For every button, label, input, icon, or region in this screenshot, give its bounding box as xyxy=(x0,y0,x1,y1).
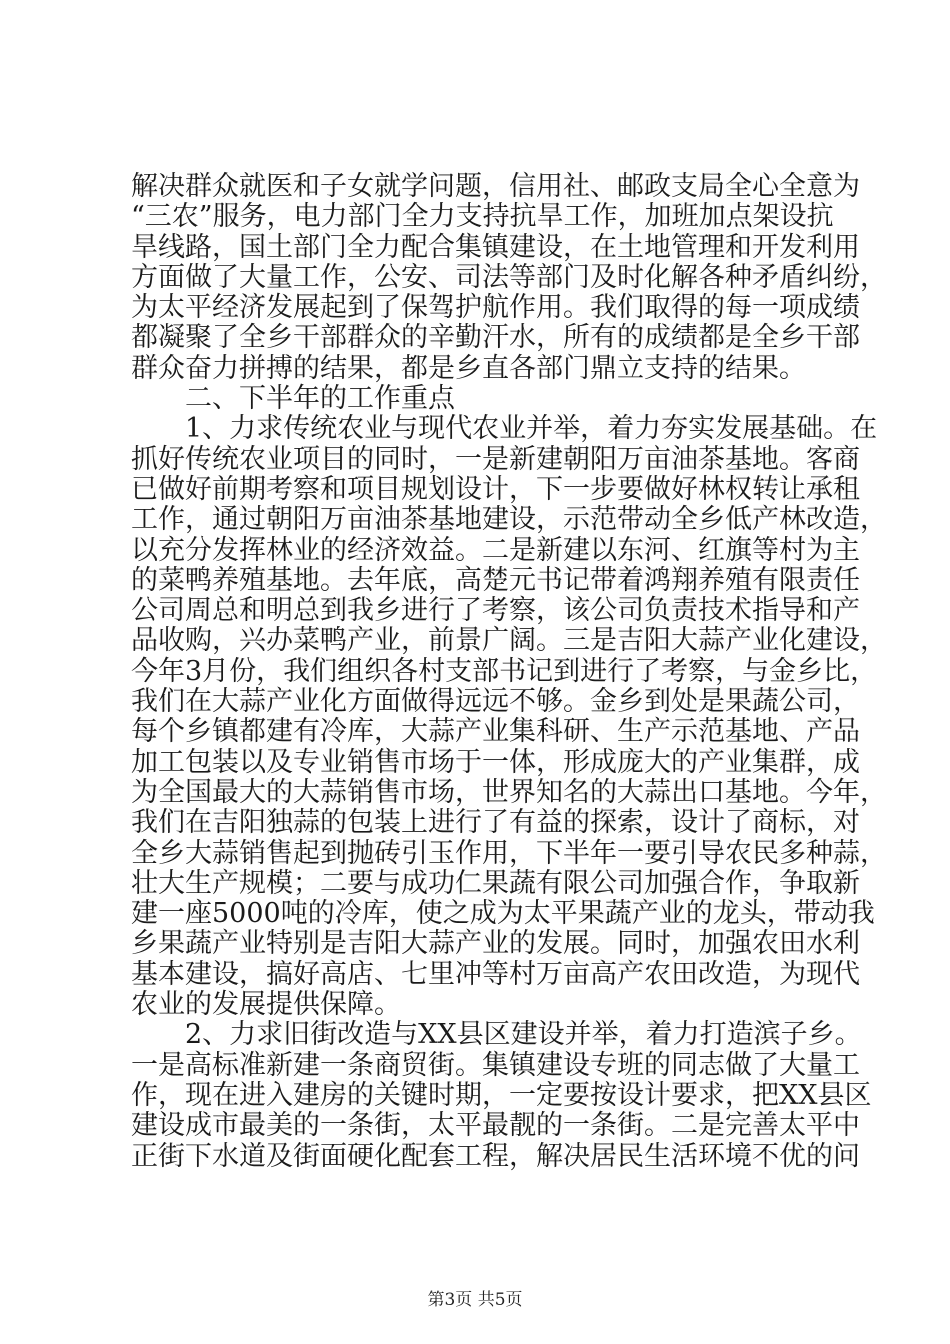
text-line: 二、下半年的工作重点 xyxy=(131,383,455,415)
text-line: 旱线路，国土部门全力配合集镇建设，在土地管理和开发利用 xyxy=(131,231,860,263)
text-line: 我们在大蒜产业化方面做得远远不够。金乡到处是果蔬公司， xyxy=(131,686,860,718)
text-line: 一是高标准新建一条商贸街。集镇建设专班的同志做了大量工 xyxy=(131,1049,860,1081)
text-line: 已做好前期考察和项目规划设计，下一步要做好林权转让承租 xyxy=(131,473,860,505)
text-line: 1、力求传统农业与现代农业并举，着力夯实发展基础。在 xyxy=(131,413,878,445)
text-line: 建设成市最美的一条街，太平最靓的一条街。二是完善太平中 xyxy=(131,1110,860,1142)
text-line: 我们在吉阳独蒜的包装上进行了有益的探索，设计了商标，对 xyxy=(131,807,860,839)
text-line: 乡果蔬产业特别是吉阳大蒜产业的发展。同时，加强农田水利 xyxy=(131,928,860,960)
text-line: 的菜鸭养殖基地。去年底，高楚元书记带着鸿翔养殖有限责任 xyxy=(131,564,860,596)
text-line: 方面做了大量工作，公安、司法等部门及时化解各种矛盾纠纷， xyxy=(131,261,887,293)
text-line: 抓好传统农业项目的同时，一是新建朝阳万亩油茶基地。客商 xyxy=(131,443,860,475)
document-body xyxy=(131,171,887,1172)
text-line: 以充分发挥林业的经济效益。二是新建以东河、红旗等村为主 xyxy=(131,534,860,566)
text-line: 群众奋力拼搏的结果，都是乡直各部门鼎立支持的结果。 xyxy=(131,352,806,384)
text-line: 壮大生产规模；二要与成功仁果蔬有限公司加强合作，争取新 xyxy=(131,867,860,899)
text-line: 农业的发展提供保障。 xyxy=(131,989,401,1021)
text-line: 为全国最大的大蒜销售市场，世界知名的大蒜出口基地。今年， xyxy=(131,776,887,808)
text-line: 为太平经济发展起到了保驾护航作用。我们取得的每一项成绩 xyxy=(131,292,860,324)
text-line: 解决群众就医和子女就学问题，信用社、邮政支局全心全意为 xyxy=(131,171,860,202)
text-line: 工作，通过朝阳万亩油茶基地建设，示范带动全乡低产林改造， xyxy=(131,504,887,536)
text-line: 都凝聚了全乡干部群众的辛勤汗水，所有的成绩都是全乡干部 xyxy=(131,322,860,354)
text-line: 建一座5000吨的冷库，使之成为太平果蔬产业的龙头，带动我 xyxy=(131,898,875,930)
text-line: 全乡大蒜销售起到抛砖引玉作用，下半年一要引导农民多种蒜， xyxy=(131,837,887,869)
text-line: 基本建设，搞好高店、七里冲等村万亩高产农田改造，为现代 xyxy=(131,958,860,990)
page-footer: 第3页 共5页 xyxy=(427,1290,523,1310)
text-line: 正街下水道及街面硬化配套工程，解决居民生活环境不优的问 xyxy=(131,1140,860,1172)
text-line: 作，现在进入建房的关键时期，一定要按设计要求，把XX县区 xyxy=(131,1079,872,1111)
text-line: 2、力求旧街改造与XX县区建设并举，着力打造滨子乡。 xyxy=(131,1019,862,1051)
text-line: 今年3月份，我们组织各村支部书记到进行了考察，与金乡比， xyxy=(131,655,878,687)
text-line: 公司周总和明总到我乡进行了考察，该公司负责技术指导和产 xyxy=(131,595,860,627)
text-line: “三农”服务，电力部门全力支持抗旱工作，加班加点架设抗 xyxy=(131,201,834,233)
text-line: 加工包装以及专业销售市场于一体，形成庞大的产业集群，成 xyxy=(131,746,860,778)
text-line: 每个乡镇都建有冷库，大蒜产业集科研、生产示范基地、产品 xyxy=(131,716,860,748)
text-line: 品收购，兴办菜鸭产业，前景广阔。三是吉阳大蒜产业化建设， xyxy=(131,625,887,657)
